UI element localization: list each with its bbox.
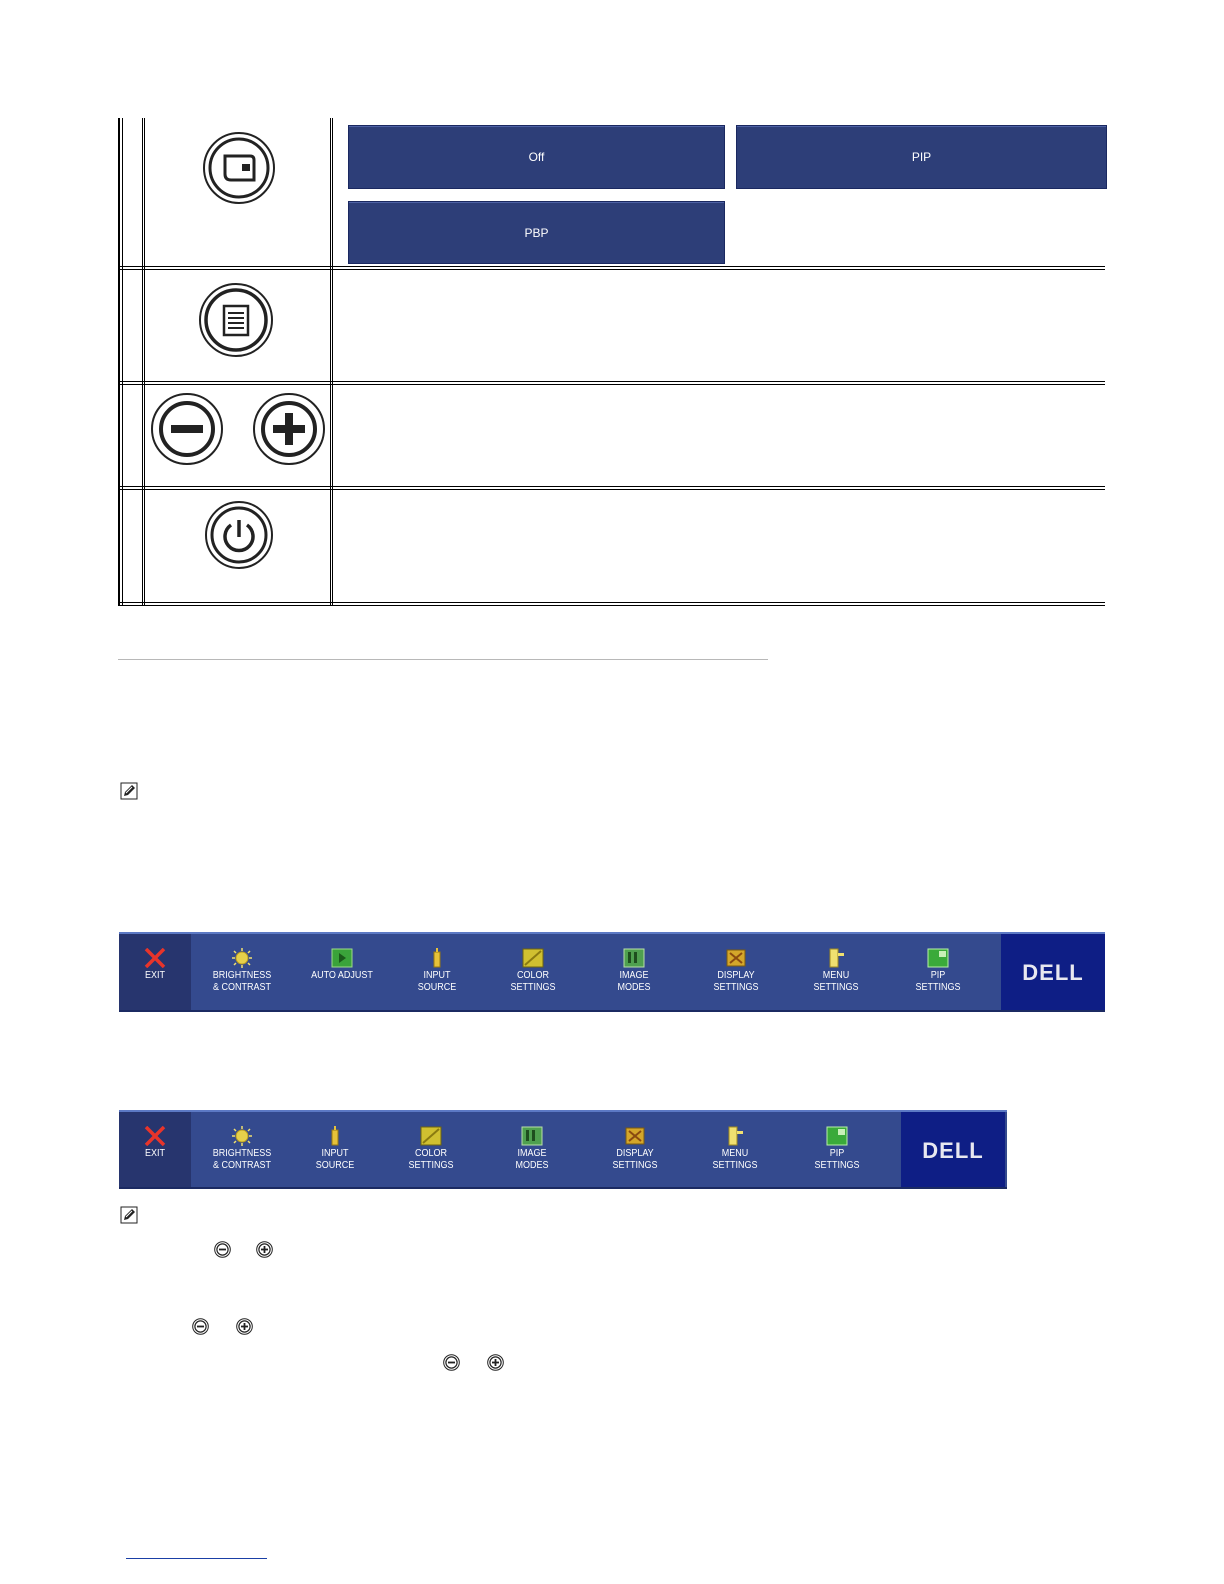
color-settings-icon — [522, 948, 544, 968]
plus-small-icon — [256, 1241, 273, 1258]
table-row-divider — [118, 384, 1105, 385]
menu-item-label: EXIT — [144, 970, 165, 981]
menu-item-menu-settings[interactable] — [788, 934, 884, 1010]
table-border-bottom — [118, 605, 1105, 606]
note-pencil-icon — [120, 782, 138, 800]
table-col-divider — [330, 118, 331, 606]
menu-item-brightness-contrast[interactable] — [194, 934, 290, 1010]
pip-option-pbp-button[interactable]: PBP — [348, 201, 725, 264]
minus-small-icon — [192, 1318, 209, 1335]
front-panel-buttons-table — [118, 118, 1105, 606]
exit-icon — [144, 1126, 166, 1146]
menu-item-display-settings[interactable] — [587, 1112, 683, 1187]
osd-main-menu-bar-analog — [119, 932, 1105, 1012]
pip-option-pip-button[interactable]: PIP — [736, 125, 1107, 189]
note-pencil-icon — [120, 1206, 138, 1224]
menu-item-image-modes[interactable] — [586, 934, 682, 1010]
menu-settings-icon — [724, 1126, 746, 1146]
dell-logo-mark — [918, 1138, 988, 1162]
minus-small-icon — [443, 1354, 460, 1371]
power-button-icon — [204, 500, 274, 570]
table-row-divider — [118, 489, 1105, 490]
menu-item-label: COLOR SETTINGS — [510, 970, 556, 993]
table-border-left — [118, 118, 120, 606]
menu-item-label: PIP SETTINGS — [915, 970, 961, 993]
brightness-icon — [231, 1126, 253, 1146]
menu-item-label: AUTO ADJUST — [311, 970, 373, 981]
menu-item-color-settings[interactable] — [383, 1112, 479, 1187]
dell-logo — [1001, 934, 1105, 1010]
plus-small-icon — [236, 1318, 253, 1335]
menu-item-display-settings[interactable] — [688, 934, 784, 1010]
table-col-divider — [332, 118, 333, 606]
minus-button-icon — [150, 392, 224, 466]
image-modes-icon — [623, 948, 645, 968]
section-divider — [118, 659, 768, 660]
menu-settings-icon — [825, 948, 847, 968]
pip-settings-icon — [927, 948, 949, 968]
menu-item-auto-adjust[interactable] — [294, 934, 390, 1010]
menu-item-label: INPUT SOURCE — [315, 1148, 355, 1171]
menu-item-label: EXIT — [144, 1148, 165, 1159]
dell-logo — [901, 1112, 1005, 1187]
svg-text:DELL: DELL — [922, 1137, 984, 1162]
table-col-divider — [142, 118, 143, 606]
menu-item-label: COLOR SETTINGS — [408, 1148, 454, 1171]
menu-item-color-settings[interactable] — [485, 934, 581, 1010]
menu-item-image-modes[interactable] — [484, 1112, 580, 1187]
menu-item-label: BRIGHTNESS & CONTRAST — [212, 970, 272, 993]
menu-item-label: MENU SETTINGS — [813, 970, 859, 993]
table-row-divider — [118, 381, 1105, 382]
pip-button-icon — [202, 131, 276, 205]
menu-item-label: MENU SETTINGS — [712, 1148, 758, 1171]
pip-settings-icon — [826, 1126, 848, 1146]
menu-item-label: INPUT SOURCE — [417, 970, 457, 993]
svg-text:DELL: DELL — [1022, 960, 1084, 984]
menu-item-menu-settings[interactable] — [687, 1112, 783, 1187]
input-source-icon — [426, 948, 448, 968]
back-to-top-link-underline[interactable] — [126, 1558, 267, 1559]
display-settings-icon — [624, 1126, 646, 1146]
menu-item-pip-settings[interactable] — [789, 1112, 885, 1187]
table-row-divider — [118, 486, 1105, 487]
plus-small-icon — [487, 1354, 504, 1371]
menu-item-label: BRIGHTNESS & CONTRAST — [212, 1148, 272, 1171]
dell-logo-mark — [1018, 960, 1088, 984]
exit-icon — [144, 948, 166, 968]
brightness-icon — [231, 948, 253, 968]
table-border-bottom — [118, 602, 1105, 603]
table-border-left-inner — [122, 118, 123, 606]
table-row-divider — [118, 266, 1105, 267]
input-source-icon — [324, 1126, 346, 1146]
menu-item-exit[interactable] — [107, 934, 203, 1010]
menu-item-input-source[interactable] — [389, 934, 485, 1010]
minus-small-icon — [214, 1241, 231, 1258]
pip-option-off-button[interactable]: Off — [348, 125, 725, 189]
osd-main-menu-bar-digital — [119, 1110, 1007, 1189]
menu-item-input-source[interactable] — [287, 1112, 383, 1187]
table-row-divider — [118, 269, 1105, 270]
menu-item-label: DISPLAY SETTINGS — [713, 970, 759, 993]
image-modes-icon — [521, 1126, 543, 1146]
display-settings-icon — [725, 948, 747, 968]
menu-item-brightness-contrast[interactable] — [194, 1112, 290, 1187]
color-settings-icon — [420, 1126, 442, 1146]
menu-item-label: IMAGE MODES — [515, 1148, 549, 1171]
plus-button-icon — [252, 392, 326, 466]
menu-button-icon — [198, 282, 274, 358]
menu-item-pip-settings[interactable] — [890, 934, 986, 1010]
auto-adjust-icon — [331, 948, 353, 968]
table-col-divider — [144, 118, 145, 606]
menu-item-label: DISPLAY SETTINGS — [612, 1148, 658, 1171]
menu-item-label: IMAGE MODES — [617, 970, 651, 993]
menu-item-exit[interactable] — [107, 1112, 203, 1187]
menu-item-label: PIP SETTINGS — [814, 1148, 860, 1171]
